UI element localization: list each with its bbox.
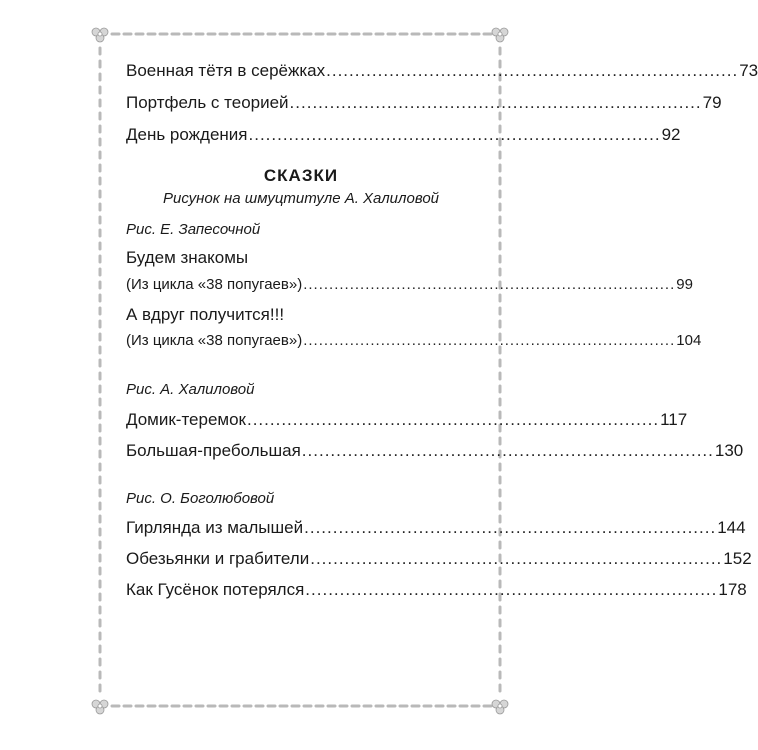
- toc-entry-page: 152: [723, 549, 752, 568]
- toc-entry[interactable]: [126, 409, 688, 431]
- toc-entry[interactable]: [126, 124, 681, 146]
- toc-entry[interactable]: [126, 92, 722, 114]
- section-subtitle: Рисунок на шмуцтитуле А. Халиловой: [162, 190, 440, 207]
- illustrator-credit: Рис. А. Халиловой: [126, 381, 255, 398]
- dot-leader: ........................................................................: [326, 61, 739, 80]
- dot-leader: ........................................................................: [305, 580, 718, 599]
- toc-entry-page: 79: [702, 93, 722, 112]
- toc-entry-note: (Из цикла «38 попугаев»): [126, 276, 303, 293]
- toc-entry[interactable]: [126, 60, 758, 82]
- toc-entry-title[interactable]: А вдруг получится!!!: [126, 305, 285, 324]
- toc-entry[interactable]: [126, 548, 752, 570]
- toc-entry-page: 117: [660, 410, 688, 429]
- toc-entry-title: Портфель с теорией: [126, 93, 289, 112]
- flower-icon: [492, 700, 508, 714]
- toc-entry-page: 73: [739, 61, 758, 80]
- dot-leader: ........................................................................: [289, 93, 702, 112]
- toc-entry-title[interactable]: Будем знакомы: [126, 248, 249, 267]
- dot-leader: ........................................................................: [246, 410, 660, 429]
- illustrator-credit: Рис. Е. Запесочной: [126, 221, 261, 238]
- toc-entry-page: 178: [718, 580, 747, 599]
- dot-leader: ........................................................................: [304, 518, 717, 537]
- toc-entry-note: (Из цикла «38 попугаев»): [126, 332, 303, 349]
- illustrator-credit: Рис. О. Боголюбовой: [126, 490, 275, 507]
- dot-leader: ........................................................................: [248, 125, 661, 144]
- toc-entry[interactable]: [126, 330, 702, 352]
- dot-leader: ........................................................................: [310, 549, 723, 568]
- flower-icon: [92, 700, 108, 714]
- toc-entry-page: 99: [676, 276, 693, 293]
- toc-entry-page: 92: [661, 125, 681, 144]
- section-heading: СКАЗКИ: [263, 166, 339, 185]
- toc-entry-title: Гирлянда из малышей: [126, 518, 304, 537]
- toc-entry-title: Большая-пребольшая: [126, 441, 301, 460]
- toc-entry-title: Как Гусёнок потерялся: [126, 580, 305, 599]
- toc-entry[interactable]: [126, 517, 746, 539]
- toc-entry-title: День рождения: [126, 125, 248, 144]
- toc-entry[interactable]: [126, 274, 693, 296]
- toc-entry[interactable]: [126, 579, 747, 601]
- flower-icon: [92, 28, 108, 42]
- toc-entry-page: 130: [714, 441, 744, 460]
- dot-leader: ........................................................................: [303, 332, 676, 349]
- dot-leader: ........................................................................: [301, 441, 714, 460]
- dot-leader: ........................................................................: [303, 276, 676, 293]
- toc-entry-title: Обезьянки и грабители: [126, 549, 310, 568]
- flower-icon: [492, 28, 508, 42]
- toc-entry[interactable]: [126, 440, 744, 462]
- toc-entry-title: Домик-теремок: [126, 410, 246, 429]
- toc-entry-title: Военная тётя в серёжках: [126, 61, 326, 80]
- toc-entry-page: 104: [676, 332, 702, 349]
- toc-entry-page: 144: [717, 518, 746, 537]
